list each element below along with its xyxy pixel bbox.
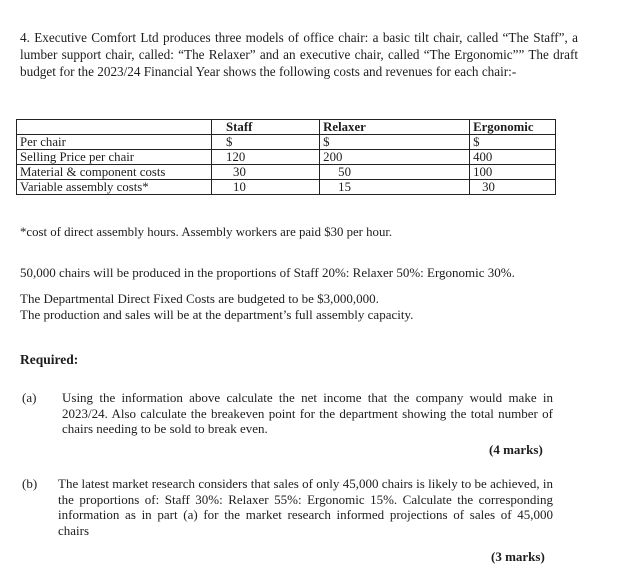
row-label: Selling Price per chair xyxy=(17,150,212,165)
question-intro-text: 4. Executive Comfort Ltd produces three models of office chair: a basic tilt chair, called “The Staff”, a lumber support chair, called: “The Relaxer” and an executive chair, called “The Ergonomic”” The draft budget for the 2023/24 Financial Year shows the following costs and revenues for each chair:- xyxy=(20,30,578,80)
part-b-label: (b) xyxy=(22,476,38,491)
table-row xyxy=(17,150,556,165)
table-row xyxy=(17,135,556,150)
table-header-staff: Staff xyxy=(212,120,320,135)
cell-staff: 30 xyxy=(212,165,320,180)
cell-relaxer: 15 xyxy=(320,180,470,195)
part-a-marks: (4 marks) xyxy=(489,442,543,457)
part-a-label: (a) xyxy=(22,390,37,405)
part-b-text: The latest market research considers that sales of only 45,000 chairs is likely to be achieved, in the proportions of: Staff 30%: Relaxer 55%: Ergonomic 15%. Calculate the corresponding information as in part (a) for the market research informed projections of sales of 45,000 chairs xyxy=(58,476,553,538)
table-header-ergonomic: Ergonomic xyxy=(470,120,556,135)
row-label: Material & component costs xyxy=(17,165,212,180)
cell-relaxer: $ xyxy=(320,135,470,150)
question-intro xyxy=(20,29,578,81)
cell-ergonomic: $ xyxy=(470,135,556,150)
cell-staff: 10 xyxy=(212,180,320,195)
cost-table xyxy=(16,119,556,195)
cell-ergonomic: 30 xyxy=(470,180,556,195)
table-header-row xyxy=(17,120,556,135)
row-label: Variable assembly costs* xyxy=(17,180,212,195)
cell-staff: 120 xyxy=(212,150,320,165)
part-a-text: Using the information above calculate the net income that the company would make in 2023/24. Also calculate the breakeven point for the department showing the total number of chairs needing to be sold to break even. xyxy=(62,390,553,436)
cell-ergonomic: 100 xyxy=(470,165,556,180)
table-footnote: *cost of direct assembly hours. Assembly workers are paid $30 per hour. xyxy=(20,225,393,239)
assumption-notes xyxy=(20,265,580,323)
table-header-label xyxy=(17,120,212,135)
capacity-note: The production and sales will be at the department’s full assembly capacity. xyxy=(20,307,414,322)
required-heading: Required: xyxy=(20,352,79,367)
cell-staff: $ xyxy=(212,135,320,150)
cell-ergonomic: 400 xyxy=(470,150,556,165)
fixed-costs-note: The Departmental Direct Fixed Costs are budgeted to be $3,000,000. xyxy=(20,291,379,306)
table-row xyxy=(17,180,556,195)
production-note: 50,000 chairs will be produced in the proportions of Staff 20%: Relaxer 50%: Ergonomic 30%. xyxy=(20,265,515,280)
table-header-relaxer: Relaxer xyxy=(320,120,470,135)
part-b-marks: (3 marks) xyxy=(491,549,545,564)
cell-relaxer: 200 xyxy=(320,150,470,165)
table-row xyxy=(17,165,556,180)
row-label: Per chair xyxy=(17,135,212,150)
cell-relaxer: 50 xyxy=(320,165,470,180)
